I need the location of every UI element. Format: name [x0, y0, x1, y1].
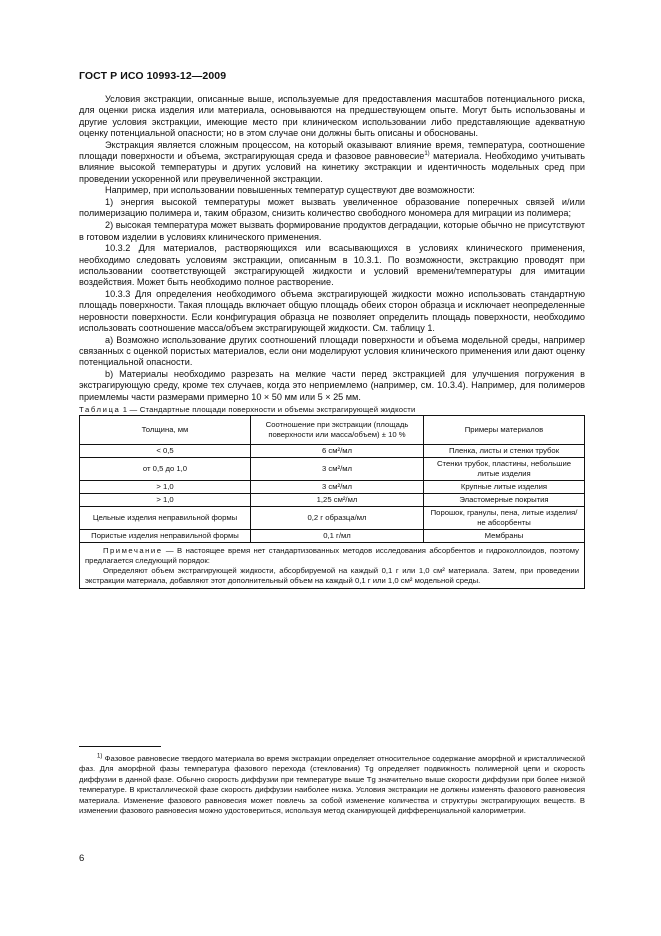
- header-cell: Соотношение при экстракции (площадь поверхности или масса/объем) ± 10 %: [251, 416, 424, 445]
- paragraph: Условия экстракции, описанные выше, используемые для предоставления масштабов потенциального риска, для оценки риска изделия или материала, основываются на предшествующем опыте. Могут быть использованы и другие условия экстракции, имеющие место при клиническом использовании либо представляющие адекватную оценку потенциальной опасности; но в этом случае они должны быть описаны и обоснованы.: [79, 94, 585, 138]
- table-cell: 6 см²/мл: [251, 445, 424, 458]
- list-item: 2) высокая температура может вызвать формирование продуктов деградации, которые обычно не присутствуют в готовом изделии в условиях клинического применения.: [79, 220, 585, 242]
- table-row: [80, 445, 585, 458]
- table-cell: Мембраны: [424, 530, 585, 543]
- list-item: a) Возможно использование других соотношений площади поверхности и объема модельной среды, например связанных с оценкой пористых материалов, если они моделируют условия клинического применения или дают оценку потенциальной опасности.: [79, 334, 585, 368]
- table-caption-word: Таблица: [79, 404, 121, 414]
- paragraph: [79, 140, 585, 185]
- header-cell: Толщина, мм: [80, 416, 251, 445]
- paragraph: 10.3.3 Для определения необходимого объема экстрагирующей жидкости можно использовать стандартную площадь поверхности. Такая площадь включает общую площадь обеих сторон образца и исключает неопределенные неровности поверхности. Если конфигурация образца не позволяет определить площадь поверхности, необходимо использовать соотношение масса/объем экстрагирующей жидкости. См. таблицу 1.: [79, 289, 585, 333]
- table-caption: [79, 404, 585, 415]
- footnote-divider: [79, 746, 161, 747]
- paragraph: Например, при использовании повышенных температур существуют две возможности:: [105, 185, 475, 196]
- table-caption-text: 1 — Стандартные площади поверхности и объемы экстрагирующей жидкости: [122, 404, 416, 414]
- footnote-mark: 1): [97, 753, 103, 760]
- table-note: [80, 543, 585, 589]
- table-cell: > 1,0: [80, 494, 251, 507]
- table-note-row: [80, 543, 585, 589]
- table-cell: 0,2 г образца/мл: [251, 507, 424, 530]
- table-cell: > 1,0: [80, 481, 251, 494]
- header-cell: Примеры материалов: [424, 416, 585, 445]
- table-row: [80, 481, 585, 494]
- table-cell: Пористые изделия неправильной формы: [80, 530, 251, 543]
- table-cell: 0,1 г/мл: [251, 530, 424, 543]
- paragraph-text: Экстракция является сложным процессом, на который оказывают влияние время, температура, соотношение площади поверхности и объема, экстрагирующая среда и фазовое равновесие: [79, 139, 585, 161]
- page-number: 6: [79, 853, 85, 864]
- table-cell: Крупные литые изделия: [424, 481, 585, 494]
- note-text: — В настоящее время нет стандартизованных методов исследования абсорбентов и гидроколлоидов, поэтому предлагается следующий порядок:: [85, 546, 579, 566]
- list-item: 1) энергия высокой температуры может вызвать увеличенное образование поперечных связей и/или полимеризацию полимера и, таким образом, снизить количество свободного мономера для миграции из полимера;: [79, 197, 585, 219]
- table-cell: Порошок, гранулы, пена, литые изделия/не абсорбенты: [424, 507, 585, 530]
- footnote-reference: 1): [424, 150, 430, 157]
- document-header: ГОСТ Р ИСО 10993-12—2009: [79, 70, 227, 82]
- note-line: [85, 546, 579, 566]
- table-header-row: [80, 416, 585, 445]
- table-row: [80, 530, 585, 543]
- paragraph-text: материала. Необходимо учитывать влияние высокой температуры и других условий на кинетику экстракции и идентичность модельных сред при проведении ускоренной или преувеличенной экстракции.: [79, 150, 585, 184]
- document-body: [79, 94, 585, 589]
- table-cell: 1,25 см²/мл: [251, 494, 424, 507]
- note-line: Определяют объем экстрагирующей жидкости, абсорбируемой на каждый 0,1 г или 1,0 см² материала. Затем, при проведении экстракции материала, добавляют этот дополнительный объем на каждый 0,1 г или 1,0 см² модельной среды.: [85, 566, 579, 586]
- table-cell: 3 см²/мл: [251, 481, 424, 494]
- table-cell: < 0,5: [80, 445, 251, 458]
- table-cell: от 0,5 до 1,0: [80, 458, 251, 481]
- standard-surface-table: [79, 415, 585, 589]
- footnote: [79, 754, 585, 816]
- table-row: [80, 458, 585, 481]
- note-word: Примечание: [103, 546, 163, 556]
- list-item: b) Материалы необходимо разрезать на мелкие части перед экстракцией для улучшения погружения в экстрагирующую среду, кроме тех случаев, когда это неприемлемо (например, см. 10.3.4). Например, для полимеров приемлемы части размерами примерно 10 × 50 мм или 5 × 25 мм.: [79, 369, 585, 402]
- table-row: [80, 507, 585, 530]
- paragraph: 10.3.2 Для материалов, растворяющихся или всасывающихся в условиях клинического применения, необходимо следовать условиям экстракции, описанным в 10.3.1. По возможности, экстракцию проводят при использовании соответствующей экстрагирующей жидкости и условий времени/температуры для имитации воздействия. Может быть необходимо полное растворение.: [79, 243, 585, 288]
- table-cell: 3 см²/мл: [251, 458, 424, 481]
- table-row: [80, 494, 585, 507]
- table-cell: Цельные изделия неправильной формы: [80, 507, 251, 530]
- footnote-text: Фазовое равновесие твердого материала во время экстракции определяет относительное содержание аморфной и кристаллической фаз. Для аморфной фазы температура фазового перехода (стеклования) Tg определяет подвижность полимерной цепи и скорость диффузии в данной фазе. Обычно скорость диффузии при температуре выше Tg значительно выше скорости диффузии при более низкой температуре. В кристаллической фазе скорость диффузии наиболее низка. Условия экстракции не должны изменять фазового равновесия материала. Изменение фазового равновесия может повлечь за собой изменение количества и структуры экстрагирующих веществ. В изменении фазового равновесия можно удостовериться, используя метод сканирующей дифференциальной калориметрии.: [79, 754, 586, 816]
- table-cell: Стенки трубок, пластины, небольшие литые изделия: [424, 458, 585, 481]
- table-cell: Пленка, листы и стенки трубок: [424, 445, 585, 458]
- table-cell: Эластомерные покрытия: [424, 494, 585, 507]
